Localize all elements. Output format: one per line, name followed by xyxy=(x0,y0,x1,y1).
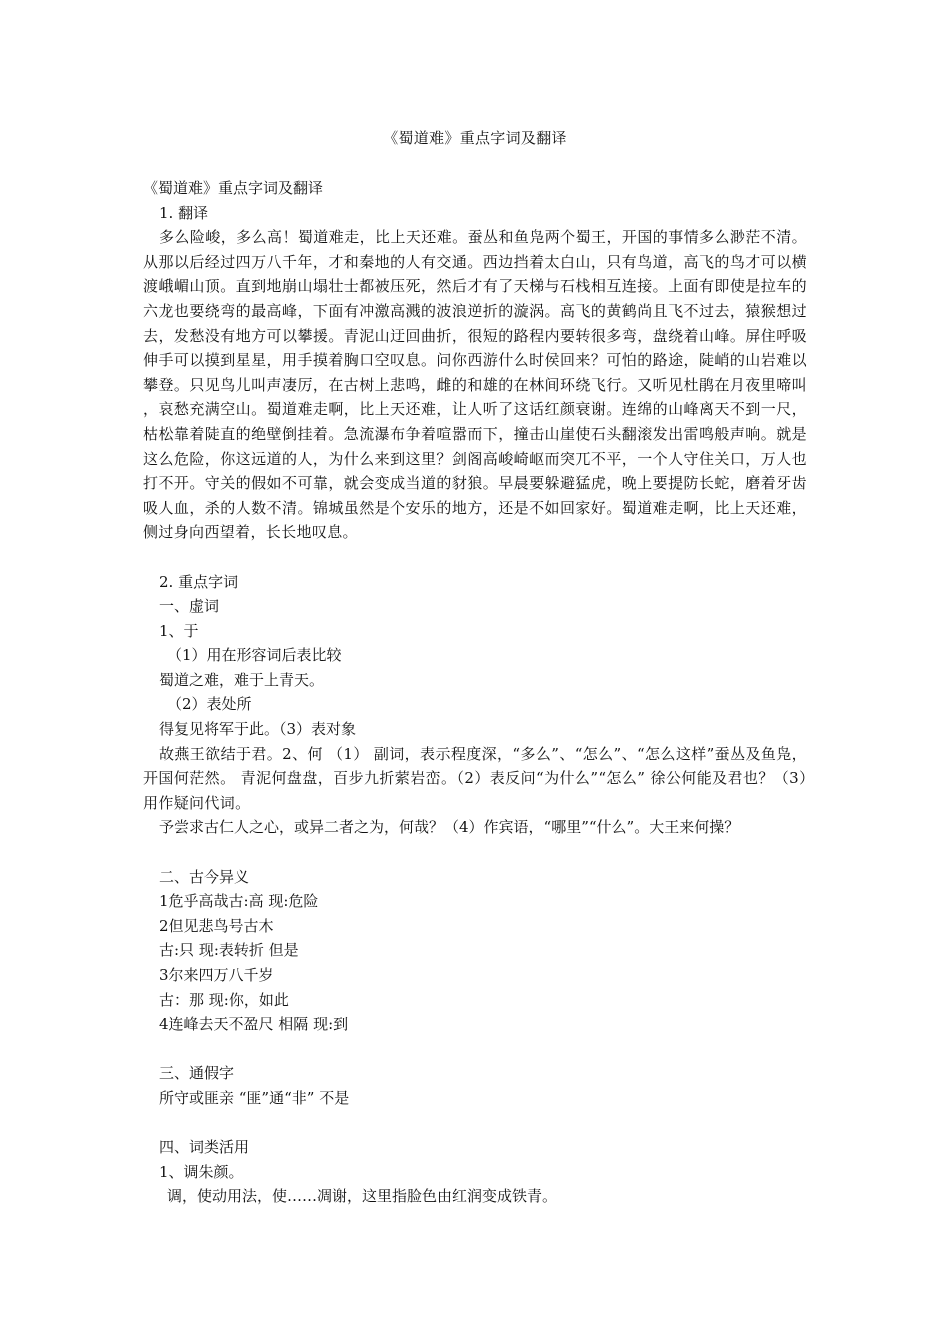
list-item: （1）用在形容词后表比较 xyxy=(167,646,342,665)
translation-paragraph: 多么险峻，多么高！蜀道难走，比上天还难。蚕丛和鱼凫两个蜀王，开国的事情多么渺茫不清。从那以后经过四万八千年，才和秦地的人有交通。西边挡着太白山，只有鸟道，高飞的鸟才可以横渡峨嵋山顶。直到地崩山塌壮士都被压死，然后才有了天梯与石栈相互连接。上面有即使是拉车的六龙也要绕弯的最高峰，下面有冲激高溅的波浪逆折的漩涡。高飞的黄鹤尚且飞不过去，猿猴想过去，发愁没有地方可以攀援。青泥山迂回曲折，很短的路程内要转很多弯，盘绕着山峰。屏住呼吸伸手可以摸到星星，用手摸着胸口空叹息。问你西游什么时侯回来？可怕的路途，陡峭的山岩难以攀登。只见鸟儿叫声凄厉，在古树上悲鸣，雌的和雄的在林间环绕飞行。又听见杜鹃在月夜里啼叫，哀愁充满空山。蜀道难走啊，比上天还难，让人听了这话红颜衰谢。连绵的山峰离天不到一尺，枯松靠着陡直的绝壁倒挂着。急流瀑布争着喧嚣而下，撞击山崖使石头翻滚发出雷鸣般声响。就是这么危险，你这远道的人，为什么来到这里？剑阁高峻崎岖而突兀不平，一个人守住关口，万人也打不开。守关的假如不可靠，就会变成当道的豺狼。早晨要躲避猛虎，晚上要提防长蛇，磨着牙齿吸人血，杀的人数不清。锦城虽然是个安乐的地方，还是不如回家好。蜀道难走啊，比上天还难，侧过身向西望着，长长地叹息。 xyxy=(143,228,807,542)
subsection-heading-interchangeable: 三、通假字 xyxy=(159,1064,235,1083)
subsection-heading-part-of-speech: 四、词类活用 xyxy=(159,1138,250,1157)
list-item: 1危乎高哉古:高 现:危险 xyxy=(159,892,319,911)
list-item: 1、调朱颜。 xyxy=(159,1162,244,1181)
list-item: 2但见悲鸟号古木 xyxy=(159,916,274,935)
spacer xyxy=(143,545,807,570)
spacer xyxy=(143,1111,807,1136)
document-subtitle: 《蜀道难》重点字词及翻译 xyxy=(143,179,324,197)
list-item: 所守或匪亲 “匪”通“非” 不是 xyxy=(159,1088,350,1107)
function-word-paragraph: 故燕王欲结于君。2、何 （1） 副词，表示程度深，“多么”、“怎么”、“怎么这样”蚕丛及鱼凫，开国何茫然。 青泥何盘盘，百步九折萦岩峦。（2）表反问“为什么”“怎么” 徐公何能及君也？（3）用作疑问代词。 xyxy=(143,744,807,812)
document-body xyxy=(143,176,807,1209)
section-heading-translation: 1. 翻译 xyxy=(159,203,209,222)
spacer xyxy=(143,840,807,865)
example-sentence: 予尝求古仁人之心，或异二者之为，何哉？（4）作宾语，“哪里”“什么”。大王来何操？ xyxy=(159,818,740,837)
subsection-heading-function-words: 一、虚词 xyxy=(159,597,220,616)
list-item: 古:只 现:表转折 但是 xyxy=(159,941,299,960)
page-title: 《蜀道难》重点字词及翻译 xyxy=(383,129,567,147)
example-sentence: 得复见将军于此。（3）表对象 xyxy=(159,720,357,739)
list-item: 1、于 xyxy=(159,621,199,640)
section-heading-key-words: 2. 重点字词 xyxy=(159,572,239,591)
list-item: （2）表处所 xyxy=(167,695,252,714)
spacer xyxy=(143,1037,807,1062)
example-sentence: 蜀道之难，难于上青天。 xyxy=(159,670,325,689)
list-item: 3尔来四万八千岁 xyxy=(159,966,274,984)
list-item: 古：那 现:你，如此 xyxy=(159,990,289,1009)
subsection-heading-ancient-modern: 二、古今异义 xyxy=(159,867,250,886)
explanation-text: 调，使动用法，使……凋谢，这里指脸色由红润变成铁青。 xyxy=(167,1187,558,1206)
list-item: 4连峰去天不盈尺 相隔 现:到 xyxy=(159,1015,349,1034)
